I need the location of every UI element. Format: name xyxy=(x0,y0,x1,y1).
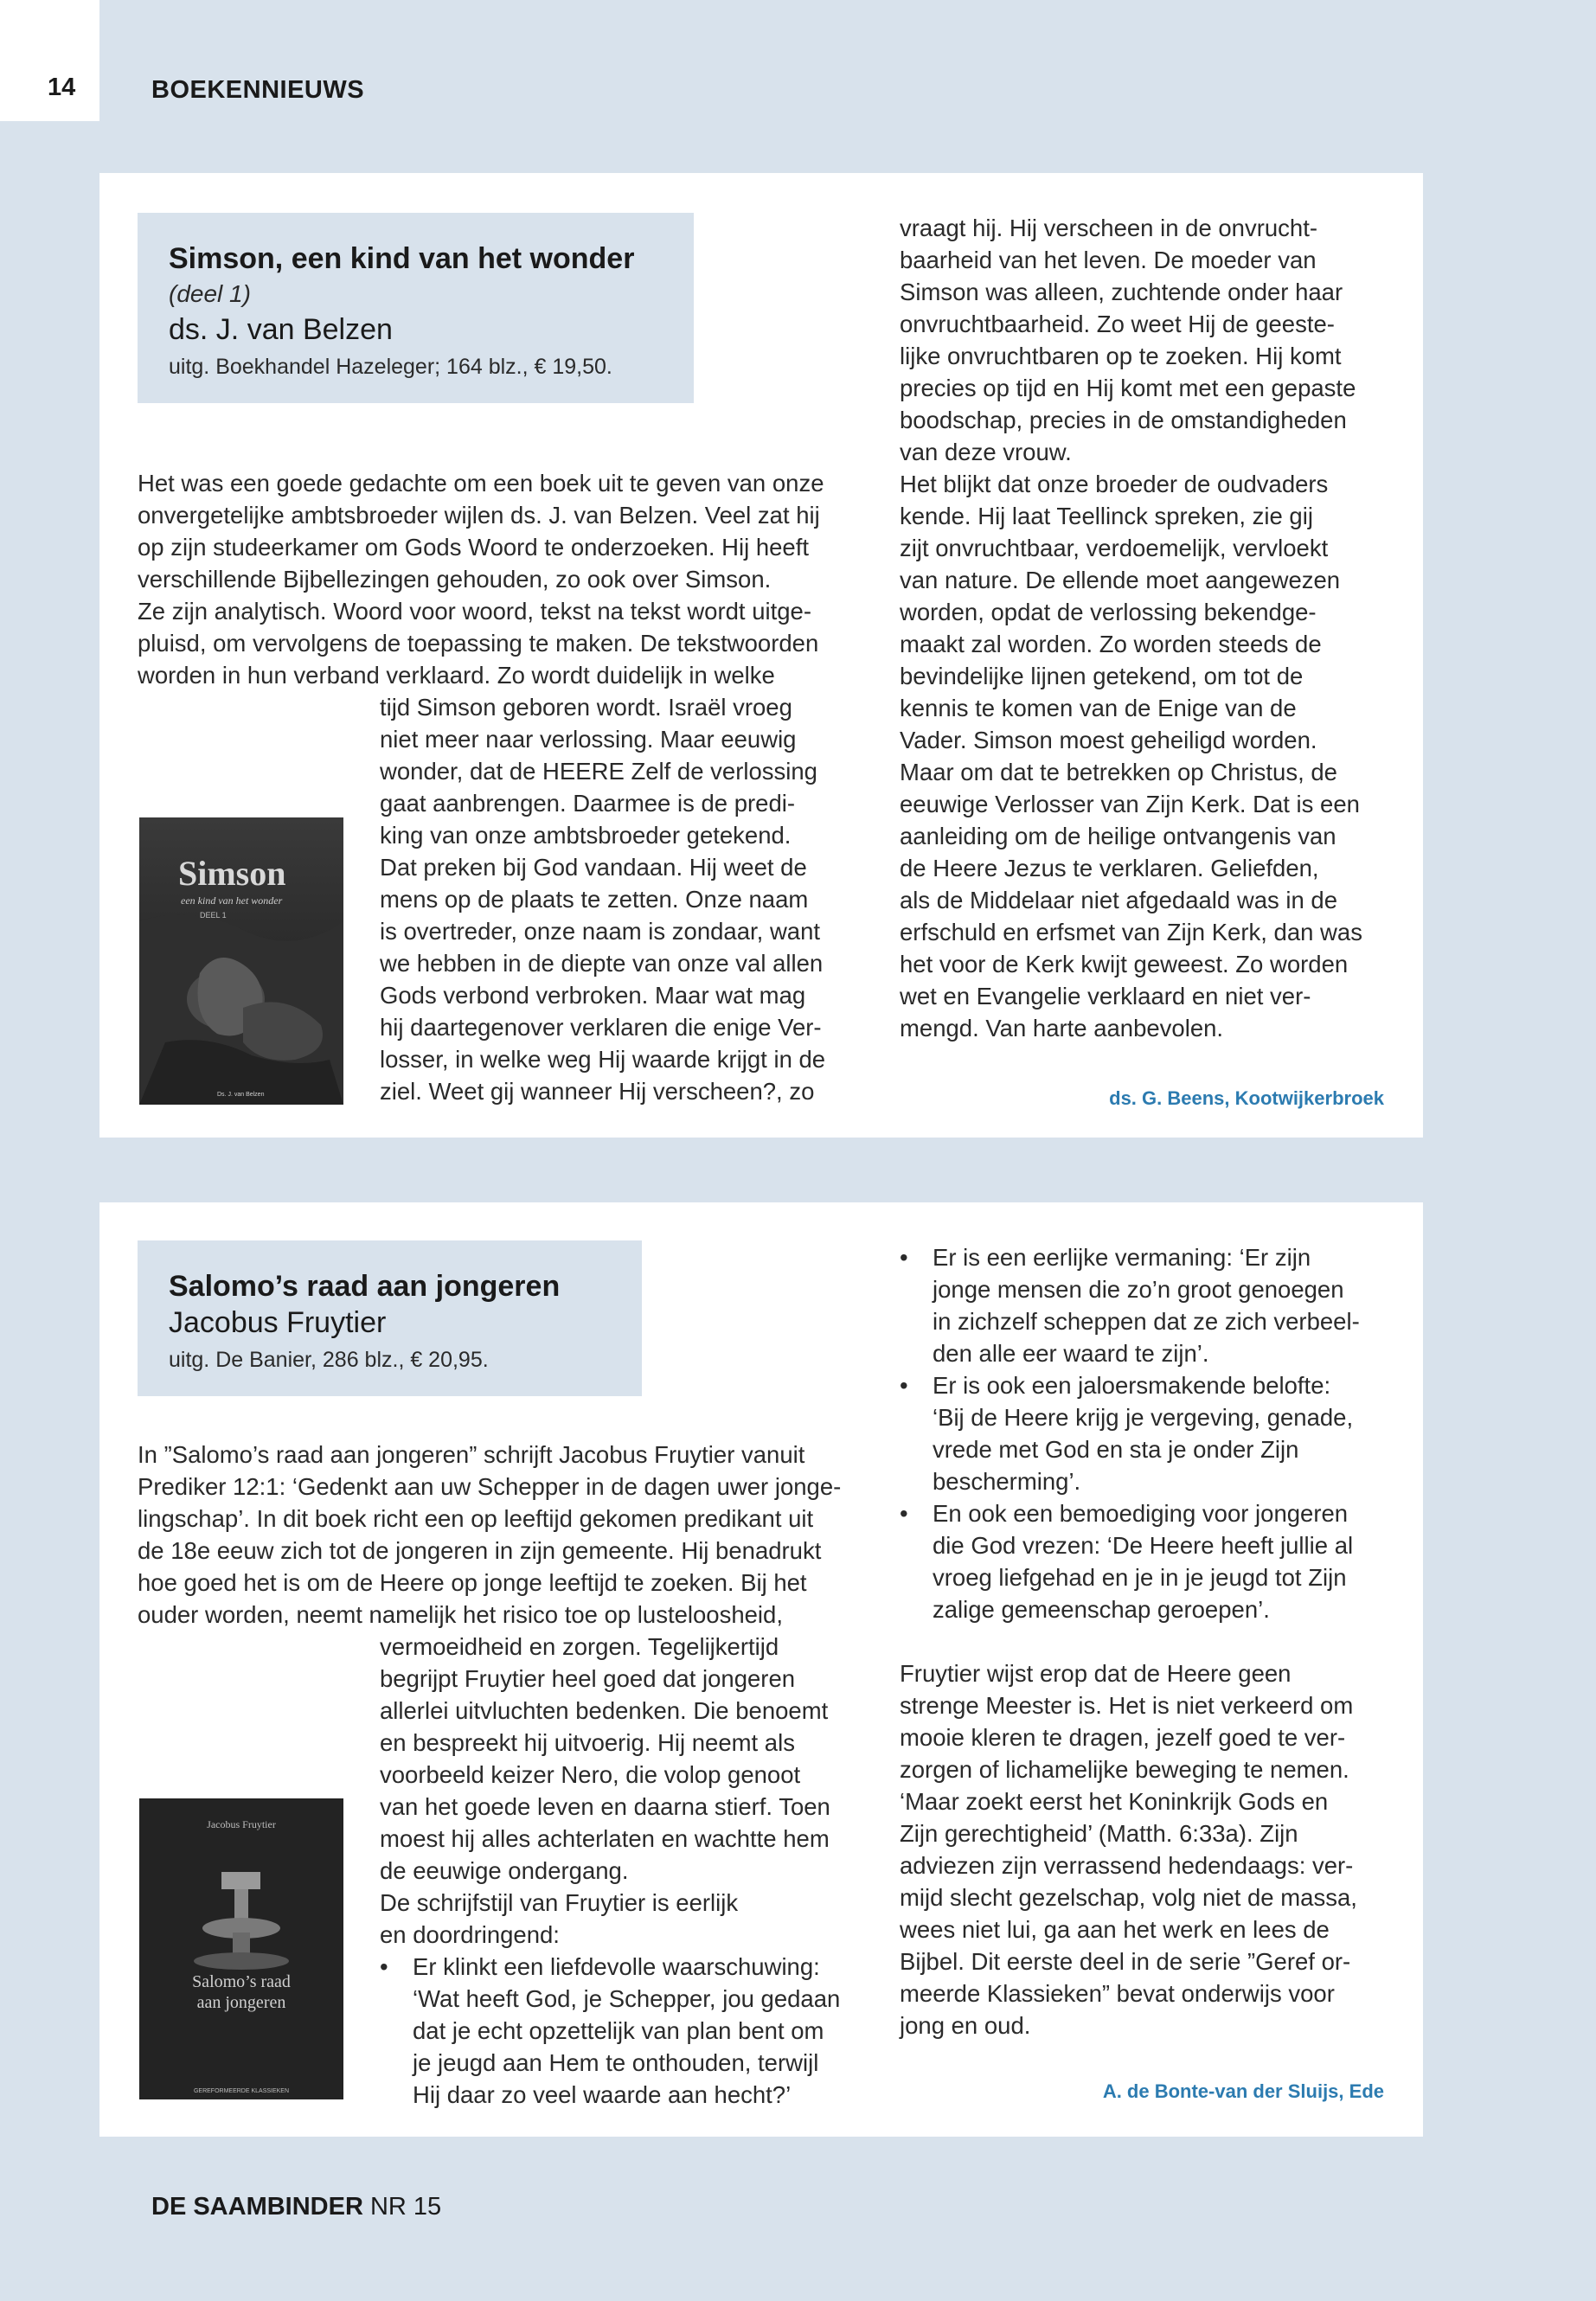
text-line: baarheid van het leven. De moeder van xyxy=(900,247,1317,273)
bullet-item xyxy=(900,1497,1401,1625)
cover-title-line1: Salomo’s raad xyxy=(192,1972,291,1991)
text-line: van nature. De ellende moet aangewezen xyxy=(900,567,1341,593)
text-line: Bijbel. Dit eerste deel in de serie ”Geref or- xyxy=(900,1948,1351,1975)
text-line: in zichzelf scheppen dat ze zich verbeel- xyxy=(933,1308,1360,1335)
text-line: aanleiding om de heilige ontvangenis van xyxy=(900,823,1336,849)
text-line: onvruchtbaarheid. Zo weet Hij de geeste- xyxy=(900,311,1335,337)
text-line: moest hij alles achterlaten en wachtte hem xyxy=(380,1825,830,1852)
text-line: begrijpt Fruytier heel goed dat jongeren xyxy=(380,1665,796,1692)
review-side-column xyxy=(380,691,864,1107)
text-line: bevindelijke lijnen getekend, om tot de xyxy=(900,663,1304,689)
text-line: Maar om dat te betrekken op Christus, de xyxy=(900,759,1337,785)
book-title: Salomo’s raad aan jongeren xyxy=(169,1270,561,1303)
text-line: verschillende Bijbellezingen gehouden, zo ook over Simson. xyxy=(138,566,772,593)
bullet-item xyxy=(900,1241,1401,1369)
review-right-column xyxy=(900,1241,1401,2041)
book-cover-simson xyxy=(139,817,343,1105)
text-line: pluisd, om vervolgens de toepassing te maken. De tekstwoorden xyxy=(138,630,819,657)
review-intro xyxy=(138,1439,899,1631)
text-line: kennis te komen van de Enige van de xyxy=(900,695,1297,721)
text-line: allerlei uitvluchten bedenken. Die benoemt xyxy=(380,1697,829,1724)
bullet-marker: • xyxy=(900,1500,908,1527)
text-line: het voor de Kerk kwijt geweest. Zo worden xyxy=(900,951,1349,977)
text-line: bescherming’. xyxy=(933,1468,1081,1495)
text-line: op zijn studeerkamer om Gods Woord te onderzoeken. Hij heeft xyxy=(138,534,810,561)
text-line: Dat preken bij God vandaan. Hij weet de xyxy=(380,854,807,881)
review-card-2 xyxy=(99,1202,1423,2137)
text-line: vroeg liefgehad en je in je jeugd tot Zijn xyxy=(933,1564,1347,1591)
text-line: wonder, dat de HEERE Zelf de verlossing xyxy=(380,758,817,785)
text-line: lijke onvruchtbaren op te zoeken. Hij komt xyxy=(900,343,1342,369)
bullet-marker: • xyxy=(380,1953,388,1980)
text-line: zorgen of lichamelijke beweging te nemen. xyxy=(900,1756,1349,1783)
cover-part: DEEL 1 xyxy=(200,911,227,920)
text-line: jong en oud. xyxy=(900,2012,1031,2039)
page-number-box xyxy=(0,0,99,121)
text-line: adviezen zijn verrassend hedendaags: ver- xyxy=(900,1852,1354,1879)
text-line: hoe goed het is om de Heere op jonge leeftijd te zoeken. Bij het xyxy=(138,1569,807,1596)
text-line: Er is een eerlijke vermaning: ‘Er zijn xyxy=(933,1244,1311,1271)
text-line: hij daartegenover verklaren die enige Ver- xyxy=(380,1014,822,1041)
text-line: ouder worden, neemt namelijk het risico toe op lusteloosheid, xyxy=(138,1601,783,1628)
text-line: wees niet lui, ga aan het werk en lees de xyxy=(900,1916,1330,1943)
text-line: de Heere Jezus te verklaren. Geliefden, xyxy=(900,855,1319,881)
text-line: vermoeidheid en zorgen. Tegelijkertijd xyxy=(380,1633,779,1660)
book-cover-salomo xyxy=(139,1798,343,2099)
text-line: Vader. Simson moest geheiligd worden. xyxy=(900,727,1317,753)
text-line: ‘Maar zoekt eerst het Koninkrijk Gods en xyxy=(900,1788,1329,1815)
text-line: mooie kleren te dragen, jezelf goed te ver- xyxy=(900,1724,1346,1751)
text-line: Simson was alleen, zuchtende onder haar xyxy=(900,279,1343,305)
magazine-name: DE SAAMBINDER xyxy=(151,2193,363,2221)
issue-number: NR 15 xyxy=(369,2193,442,2221)
review-card-1 xyxy=(99,173,1423,1138)
text-line: als de Middelaar niet afgedaald was in de xyxy=(900,887,1338,913)
text-line: meerde Klassieken” bevat onderwijs voor xyxy=(900,1980,1335,2007)
bullet-item xyxy=(900,1369,1401,1497)
text-line: mijd slecht gezelschap, volg niet de massa, xyxy=(900,1884,1357,1911)
text-line: Ze zijn analytisch. Woord voor woord, tekst na tekst wordt uitge- xyxy=(138,598,811,625)
book-subtitle: (deel 1) xyxy=(169,280,251,307)
text-line: kende. Hij laat Teellinck spreken, zie gij xyxy=(900,503,1313,529)
text-line: Er is ook een jaloersmakende belofte: xyxy=(933,1372,1331,1399)
text-line: Zijn gerechtigheid’ (Matth. 6:33a). Zijn xyxy=(900,1820,1298,1847)
text-line: mengd. Van harte aanbevolen. xyxy=(900,1015,1224,1042)
text-line: is overtreder, onze naam is zondaar, want xyxy=(380,918,821,945)
text-line: In ”Salomo’s raad aan jongeren” schrijft Jacobus Fruytier vanuit xyxy=(138,1441,805,1468)
text-line: Het blijkt dat onze broeder de oudvaders xyxy=(900,471,1329,497)
text-line: vraagt hij. Hij verscheen in de onvrucht- xyxy=(900,215,1318,241)
text-line: ‘Wat heeft God, je Schepper, jou gedaan xyxy=(413,1985,841,2012)
bullet-marker: • xyxy=(900,1372,908,1399)
text-line: Prediker 12:1: ‘Gedenkt aan uw Schepper in de dagen uwer jonge- xyxy=(138,1473,842,1500)
text-line: van het goede leven en daarna stierf. Toen xyxy=(380,1793,830,1820)
cover-series: GEREFORMEERDE KLASSIEKEN xyxy=(193,2088,290,2094)
text-line: En ook een bemoediging voor jongeren xyxy=(933,1500,1349,1527)
text-line: ‘Bij de Heere krijg je vergeving, genade, xyxy=(933,1404,1354,1431)
text-line: worden, opdat de verlossing bekendge- xyxy=(900,599,1317,625)
book-title: Simson, een kind van het wonder xyxy=(169,242,635,275)
text-line: mens op de plaats te zetten. Onze naam xyxy=(380,886,809,913)
book-publisher: uitg. Boekhandel Hazeleger; 164 blz., € 19,50. xyxy=(169,355,612,379)
text-line: vrede met God en sta je onder Zijn xyxy=(933,1436,1299,1463)
book-author: Jacobus Fruytier xyxy=(169,1306,387,1339)
text-line: die God vrezen: ‘De Heere heeft jullie al xyxy=(933,1532,1354,1559)
text-line: tijd Simson geboren wordt. Israël vroeg xyxy=(380,694,792,721)
text-line: je jeugd aan Hem te onthouden, terwijl xyxy=(413,2049,819,2076)
text-line: eeuwige Verlosser van Zijn Kerk. Dat is een xyxy=(900,791,1360,817)
text-line: Gods verbond verbroken. Maar wat mag xyxy=(380,982,806,1009)
text-line: Het was een goede gedachte om een boek uit te geven van onze xyxy=(138,470,824,497)
cover-author: Jacobus Fruytier xyxy=(207,1818,276,1830)
text-line: losser, in welke weg Hij waarde krijgt in de xyxy=(380,1046,826,1073)
bullet-item xyxy=(380,1951,864,2111)
reviewer-name: A. de Bonte-van der Sluijs, Ede xyxy=(1102,2080,1384,2102)
text-line: ziel. Weet gij wanneer Hij verscheen?, zo xyxy=(380,1078,815,1105)
text-line: en doordringend: xyxy=(380,1921,560,1948)
review-intro xyxy=(138,467,899,691)
section-title: BOEKENNIEUWS xyxy=(151,76,365,104)
review-side-column xyxy=(380,1631,864,2111)
footer xyxy=(151,2193,441,2221)
text-line: van deze vrouw. xyxy=(900,439,1072,465)
text-line: maakt zal worden. Zo worden steeds de xyxy=(900,631,1322,657)
text-line: de eeuwige ondergang. xyxy=(380,1857,629,1884)
text-line: boodschap, precies in de omstandigheden xyxy=(900,407,1347,433)
text-line: en bespreekt hij uitvoerig. Hij neemt als xyxy=(380,1729,795,1756)
cover-author: Ds. J. van Belzen xyxy=(217,1092,265,1098)
text-line: erfschuld en erfsmet van Zijn Kerk, dan was xyxy=(900,919,1362,945)
text-line: wet en Evangelie verklaard en niet ver- xyxy=(900,983,1311,1009)
bullet-marker: • xyxy=(900,1244,908,1271)
cover-title-line2: aan jongeren xyxy=(196,1993,286,2012)
book-publisher: uitg. De Banier, 286 blz., € 20,95. xyxy=(169,1348,489,1372)
text-line: strenge Meester is. Het is niet verkeerd om xyxy=(900,1692,1354,1719)
text-line: De schrijfstijl van Fruytier is eerlijk xyxy=(380,1889,739,1916)
text-line: worden in hun verband verklaard. Zo wordt duidelijk in welke xyxy=(138,662,775,689)
text-line: den alle eer waard te zijn’. xyxy=(933,1340,1209,1367)
text-line: jonge mensen die zo’n groot genoegen xyxy=(933,1276,1344,1303)
cover-title: Simson xyxy=(178,854,286,893)
text-line: king van onze ambtsbroeder getekend. xyxy=(380,822,792,849)
text-line: Fruytier wijst erop dat de Heere geen xyxy=(900,1660,1292,1687)
text-line: we hebben in de diepte van onze val allen xyxy=(380,950,824,977)
text-line: zijt onvruchtbaar, verdoemelijk, vervloekt xyxy=(900,535,1329,561)
text-line: Hij daar zo veel waarde aan hecht?’ xyxy=(413,2081,792,2108)
reviewer-name: ds. G. Beens, Kootwijkerbroek xyxy=(1109,1087,1384,1109)
text-line: Er klinkt een liefdevolle waarschuwing: xyxy=(413,1953,820,1980)
text-line: zalige gemeenschap geroepen’. xyxy=(933,1596,1270,1623)
text-line: precies op tijd en Hij komt met een gepaste xyxy=(900,375,1356,401)
text-line: lingschap’. In dit boek richt een op leeftijd gekomen predikant uit xyxy=(138,1505,814,1532)
review-right-column xyxy=(900,212,1401,1044)
text-line: niet meer naar verlossing. Maar eeuwig xyxy=(380,726,797,753)
book-author: ds. J. van Belzen xyxy=(169,313,393,346)
text-line: dat je echt opzettelijk van plan bent om xyxy=(413,2017,824,2044)
text-line: onvergetelijke ambtsbroeder wijlen ds. J. van Belzen. Veel zat hij xyxy=(138,502,820,529)
cover-subtitle: een kind van het wonder xyxy=(181,894,283,907)
book-info-box xyxy=(138,1240,642,1396)
text-line: voorbeeld keizer Nero, die volop genoot xyxy=(380,1761,801,1788)
book-info-box xyxy=(138,213,694,403)
text-line: de 18e eeuw zich tot de jongeren in zijn gemeente. Hij benadrukt xyxy=(138,1537,822,1564)
page-number: 14 xyxy=(48,74,76,101)
text-line: gaat aanbrengen. Daarmee is de predi- xyxy=(380,790,796,817)
